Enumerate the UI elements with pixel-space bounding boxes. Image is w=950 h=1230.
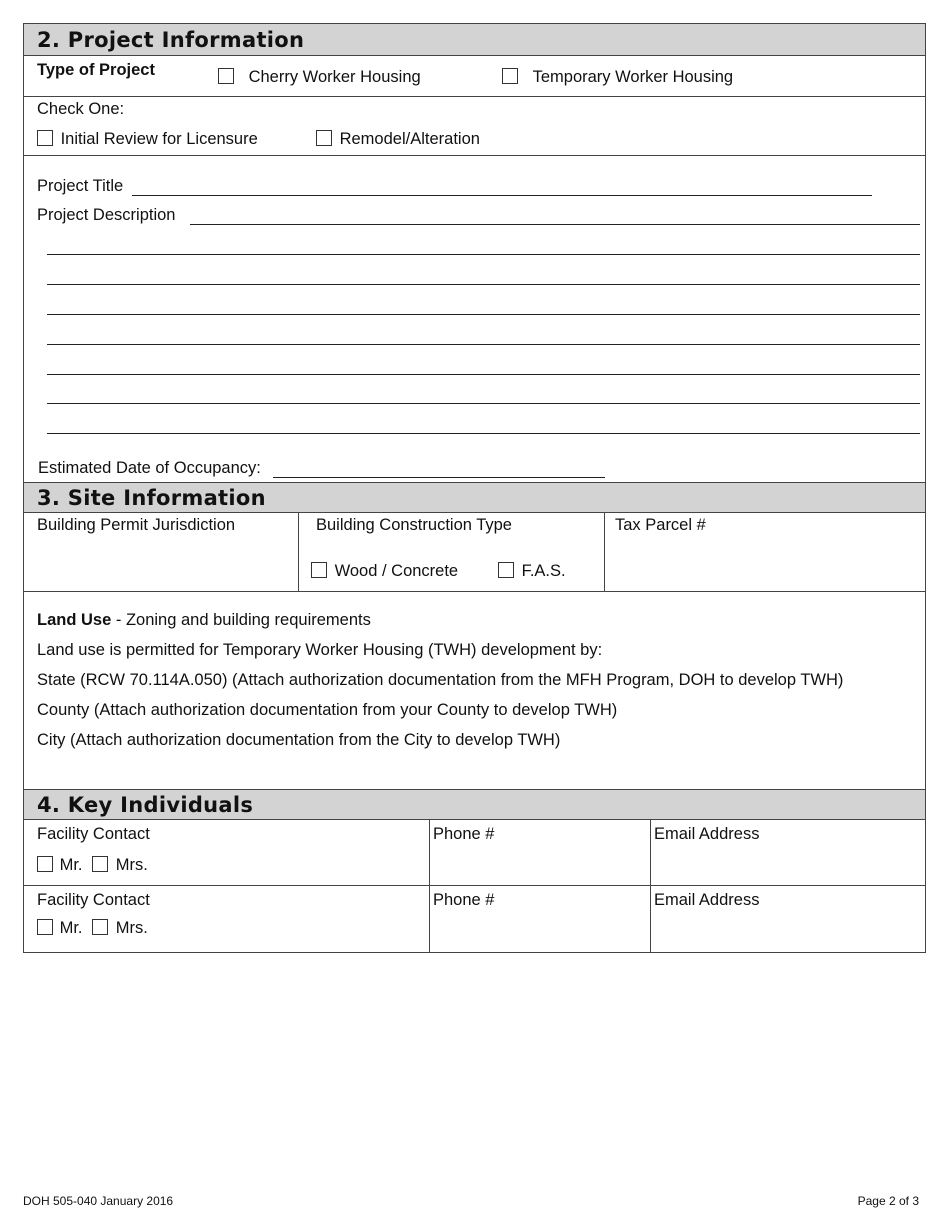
column-divider bbox=[604, 513, 605, 591]
construction-type-label: Building Construction Type bbox=[316, 516, 512, 534]
type-of-project-row bbox=[24, 56, 925, 97]
fas-option[interactable] bbox=[498, 562, 566, 581]
project-title-field[interactable] bbox=[132, 195, 872, 196]
mr-checkbox[interactable] bbox=[37, 856, 53, 872]
review-type-row bbox=[24, 97, 925, 156]
form-id: DOH 505-040 January 2016 bbox=[23, 1194, 174, 1208]
facility-contact-label: Facility Contact bbox=[37, 891, 150, 909]
application-form bbox=[23, 23, 926, 953]
type-of-project-label: Type of Project bbox=[37, 61, 155, 79]
temporary-worker-housing-option[interactable] bbox=[502, 68, 733, 87]
key-individual-row bbox=[24, 820, 925, 886]
land-use-bold-label: Land Use bbox=[37, 611, 112, 629]
land-use-heading bbox=[37, 611, 371, 630]
estimated-occupancy-label: Estimated Date of Occupancy: bbox=[38, 459, 261, 477]
column-divider bbox=[429, 820, 430, 885]
land-use-line: State (RCW 70.114A.050) (Attach authorization documentation from the MFH Program, DOH to develop TWH) bbox=[37, 671, 844, 689]
project-description-line[interactable] bbox=[47, 254, 920, 255]
initial-review-label: Initial Review for Licensure bbox=[60, 130, 258, 148]
salutation-options bbox=[37, 919, 148, 938]
initial-review-checkbox[interactable] bbox=[37, 130, 53, 146]
email-label: Email Address bbox=[654, 891, 760, 909]
initial-review-option[interactable] bbox=[37, 130, 258, 149]
permit-jurisdiction-label: Building Permit Jurisdiction bbox=[37, 516, 236, 534]
land-use-line: County (Attach authorization documentation from your County to develop TWH) bbox=[37, 701, 618, 719]
cherry-worker-housing-option[interactable] bbox=[218, 68, 421, 87]
mrs-checkbox[interactable] bbox=[92, 856, 108, 872]
project-description-line[interactable] bbox=[47, 314, 920, 315]
project-description-field[interactable] bbox=[190, 224, 920, 225]
phone-label: Phone # bbox=[433, 825, 495, 843]
project-description-line[interactable] bbox=[47, 284, 920, 285]
fas-label: F.A.S. bbox=[521, 562, 566, 580]
mrs-label: Mrs. bbox=[115, 856, 148, 874]
column-divider bbox=[650, 820, 651, 885]
salutation-options bbox=[37, 856, 148, 875]
cherry-worker-housing-label: Cherry Worker Housing bbox=[248, 68, 421, 86]
page-number: Page 2 of 3 bbox=[857, 1194, 919, 1208]
remodel-alteration-label: Remodel/Alteration bbox=[339, 130, 480, 148]
facility-contact-label: Facility Contact bbox=[37, 825, 150, 843]
fas-checkbox[interactable] bbox=[498, 562, 514, 578]
temporary-worker-housing-label: Temporary Worker Housing bbox=[532, 68, 734, 86]
phone-label: Phone # bbox=[433, 891, 495, 909]
wood-concrete-label: Wood / Concrete bbox=[334, 562, 459, 580]
mr-label: Mr. bbox=[59, 919, 83, 937]
project-title-label: Project Title bbox=[37, 177, 124, 195]
remodel-alteration-option[interactable] bbox=[316, 130, 480, 149]
wood-concrete-checkbox[interactable] bbox=[311, 562, 327, 578]
land-use-description: - Zoning and building requirements bbox=[111, 611, 371, 629]
mrs-label: Mrs. bbox=[115, 919, 148, 937]
section-heading-site-information: 3. Site Information bbox=[24, 483, 925, 513]
project-description-line[interactable] bbox=[47, 344, 920, 345]
cherry-worker-housing-checkbox[interactable] bbox=[218, 68, 234, 84]
project-description-label: Project Description bbox=[37, 206, 176, 224]
mrs-checkbox[interactable] bbox=[92, 919, 108, 935]
project-description-line[interactable] bbox=[47, 403, 920, 404]
column-divider bbox=[298, 513, 299, 591]
section-heading-project-information: 2. Project Information bbox=[24, 24, 925, 56]
project-details-block bbox=[24, 156, 925, 483]
email-label: Email Address bbox=[654, 825, 760, 843]
tax-parcel-label: Tax Parcel # bbox=[615, 516, 706, 534]
column-divider bbox=[650, 886, 651, 952]
land-use-line: City (Attach authorization documentation from the City to develop TWH) bbox=[37, 731, 561, 749]
column-divider bbox=[429, 886, 430, 952]
site-details-row bbox=[24, 513, 925, 592]
section-heading-key-individuals: 4. Key Individuals bbox=[24, 790, 925, 820]
mr-label: Mr. bbox=[59, 856, 83, 874]
temporary-worker-housing-checkbox[interactable] bbox=[502, 68, 518, 84]
key-individual-row bbox=[24, 886, 925, 952]
estimated-occupancy-field[interactable] bbox=[273, 477, 605, 478]
remodel-alteration-checkbox[interactable] bbox=[316, 130, 332, 146]
mr-checkbox[interactable] bbox=[37, 919, 53, 935]
project-description-line[interactable] bbox=[47, 374, 920, 375]
land-use-block bbox=[24, 592, 925, 790]
wood-concrete-option[interactable] bbox=[311, 562, 458, 581]
land-use-line: Land use is permitted for Temporary Worker Housing (TWH) development by: bbox=[37, 641, 603, 659]
project-description-line[interactable] bbox=[47, 433, 920, 434]
check-one-label: Check One: bbox=[37, 100, 125, 118]
